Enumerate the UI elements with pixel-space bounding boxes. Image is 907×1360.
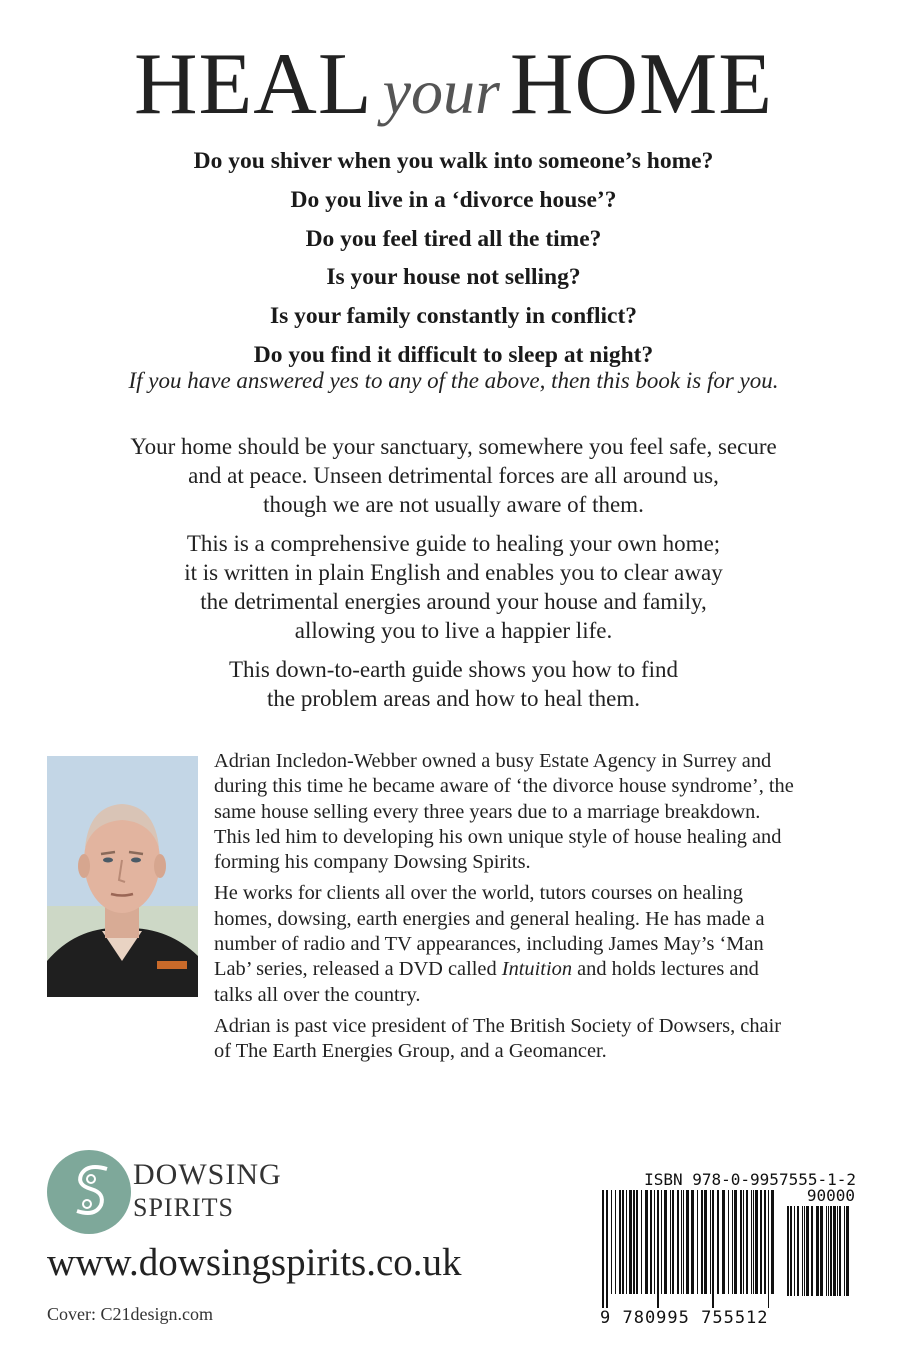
barcode-bar <box>743 1190 744 1294</box>
blurb-line: This down-to-earth guide shows you how to find <box>228 657 679 682</box>
barcode-bar <box>701 1190 703 1294</box>
bio-text-segment: and holds lectures and <box>572 958 759 981</box>
logo-circle-icon <box>47 1150 131 1234</box>
barcode-bar <box>691 1190 694 1294</box>
logo-wordmark <box>133 1158 282 1224</box>
barcode-bar <box>615 1190 616 1294</box>
barcode-bar <box>622 1190 624 1294</box>
barcode-bar <box>806 1206 809 1296</box>
website-url[interactable]: www.dowsingspirits.co.uk <box>47 1241 462 1284</box>
blurb-line: and at peace. Unseen detrimental forces are all around us, <box>188 463 719 488</box>
barcode-bar <box>790 1206 792 1296</box>
blurb-paragraph <box>0 655 907 713</box>
barcode-bar <box>811 1206 813 1296</box>
title-word-your: your <box>382 56 500 127</box>
question-item: Do you feel tired all the time? <box>305 225 602 252</box>
logo-line-1: DOWSING <box>133 1158 282 1191</box>
barcode-bar <box>768 1190 769 1308</box>
barcode-bar <box>602 1190 604 1308</box>
barcode-bar <box>794 1206 795 1296</box>
barcode-bar <box>645 1190 648 1294</box>
dvd-title: Intuition <box>501 958 573 981</box>
blurb-line: allowing you to live a happier life. <box>294 618 613 643</box>
bio-line: This led him to developing his own unique style of house healing and <box>214 825 782 848</box>
barcode-bar <box>734 1190 737 1294</box>
barcode-bar <box>681 1190 682 1294</box>
blurb-paragraph <box>0 529 907 645</box>
addon-barcode-bars <box>785 1206 855 1326</box>
barcode-bar <box>816 1206 819 1296</box>
question-item: Do you find it difficult to sleep at night? <box>253 341 654 368</box>
barcode-bar <box>844 1206 845 1296</box>
bio-line <box>214 957 874 982</box>
barcode-bar <box>760 1190 762 1294</box>
barcode-bar <box>830 1206 832 1296</box>
barcode-bar <box>636 1190 638 1294</box>
blurb-line: though we are not usually aware of them. <box>263 492 644 517</box>
barcode-bar <box>657 1190 659 1308</box>
barcode-bar <box>828 1206 829 1296</box>
barcode-bar <box>697 1190 698 1294</box>
blurb-line: This is a comprehensive guide to healing your own home; <box>186 531 721 556</box>
blurb <box>0 432 907 723</box>
barcode-bar <box>606 1190 608 1308</box>
barcode-bar <box>633 1190 635 1294</box>
barcode-bar <box>804 1206 805 1296</box>
barcode-bar <box>670 1190 671 1294</box>
barcode-bar <box>839 1206 841 1296</box>
logo-line-2: SPIRITS <box>133 1193 234 1222</box>
barcode-bar <box>710 1190 711 1294</box>
barcode-bar <box>641 1190 642 1294</box>
bio-line: talks all over the country. <box>214 983 421 1006</box>
barcode-bars <box>600 1190 778 1320</box>
barcode-bar <box>787 1206 789 1296</box>
barcode-bar <box>732 1190 733 1294</box>
question-item: Is your family constantly in conflict? <box>269 303 638 330</box>
bio-line: homes, dowsing, earth energies and general healing. He has made a <box>214 907 765 930</box>
barcode-bar <box>826 1206 827 1296</box>
barcode-bar <box>619 1190 621 1294</box>
blurb-paragraph <box>0 432 907 519</box>
barcode-bar <box>753 1190 754 1294</box>
barcode-bar <box>712 1190 714 1308</box>
author-photo <box>47 756 198 997</box>
barcode-bar <box>833 1206 836 1296</box>
blurb-line: the problem areas and how to heal them. <box>267 686 640 711</box>
barcode-bar <box>728 1190 729 1294</box>
bio-paragraph <box>214 881 874 1007</box>
barcode-bar <box>802 1206 803 1296</box>
barcode-bar <box>764 1190 766 1294</box>
barcode-bar <box>797 1206 799 1296</box>
barcode-bar <box>704 1190 707 1294</box>
barcode-bar <box>771 1190 774 1294</box>
isbn-barcode <box>600 1170 855 1335</box>
author-portrait-illustration <box>47 756 198 997</box>
barcode-bar <box>683 1190 684 1294</box>
barcode-bar <box>746 1190 748 1294</box>
bio-line: of The Earth Energies Group, and a Geomancer. <box>214 1040 607 1063</box>
barcode-bar <box>755 1190 758 1294</box>
ean-number: 9 780995 755512 <box>600 1308 769 1328</box>
question-item: Do you shiver when you walk into someone’s home? <box>193 148 714 174</box>
bio-line: Adrian is past vice president of The British Society of Dowsers, chair <box>214 1014 782 1037</box>
barcode-bar <box>677 1190 679 1294</box>
blurb-line: Your home should be your sanctuary, somewhere you feel safe, secure <box>130 434 777 459</box>
bio-line: forming his company Dowsing Spirits. <box>214 851 531 874</box>
barcode-bar <box>846 1206 849 1296</box>
barcode-bar <box>672 1190 674 1294</box>
price-addon-number: 90000 <box>806 1186 855 1205</box>
barcode-bar <box>686 1190 689 1294</box>
barcode-bar <box>611 1190 612 1294</box>
barcode-bar <box>722 1190 725 1294</box>
bio-line: Adrian Incledon-Webber owned a busy Estate Agency in Surrey and <box>214 750 772 772</box>
bio-paragraph <box>214 749 874 875</box>
question-list <box>0 142 907 375</box>
tagline: If you have answered yes to any of the above, then this book is for you. <box>128 368 779 393</box>
barcode-bar <box>661 1190 662 1294</box>
barcode-bar <box>629 1190 632 1294</box>
book-title <box>0 34 907 135</box>
isbn-number: ISBN 978-0-9957555-1-2 <box>644 1170 856 1189</box>
title-word-home: HOME <box>509 36 774 133</box>
blurb-line: the detrimental energies around your house and family, <box>200 589 707 614</box>
barcode-bar <box>664 1190 667 1294</box>
barcode-bar <box>820 1206 823 1296</box>
barcode-bar <box>626 1190 627 1294</box>
author-bio <box>214 749 874 1071</box>
bio-line: during this time he became aware of ‘the divorce house syndrome’, the <box>214 775 794 798</box>
title-word-heal: HEAL <box>133 36 373 133</box>
bio-paragraph <box>214 1014 874 1065</box>
bio-line: same house selling every three years due to a marriage breakdown. <box>214 800 761 823</box>
barcode-bar <box>717 1190 719 1294</box>
barcode-bar <box>650 1190 652 1294</box>
barcode-bar <box>740 1190 742 1294</box>
question-item: Is your house not selling? <box>326 264 581 291</box>
barcode-bar <box>654 1190 655 1294</box>
bio-line: number of radio and TV appearances, including James May’s ‘Man <box>214 933 764 956</box>
blurb-line: it is written in plain English and enables you to clear away <box>184 560 723 585</box>
bio-line: He works for clients all over the world, tutors courses on healing <box>214 882 743 905</box>
barcode-bar <box>751 1190 752 1294</box>
bio-text-segment: Lab’ series, released a DVD called <box>214 958 502 981</box>
question-item: Do you live in a ‘divorce house’? <box>290 186 617 213</box>
cover-credit: Cover: C21design.com <box>47 1304 213 1324</box>
barcode-bar <box>837 1206 838 1296</box>
